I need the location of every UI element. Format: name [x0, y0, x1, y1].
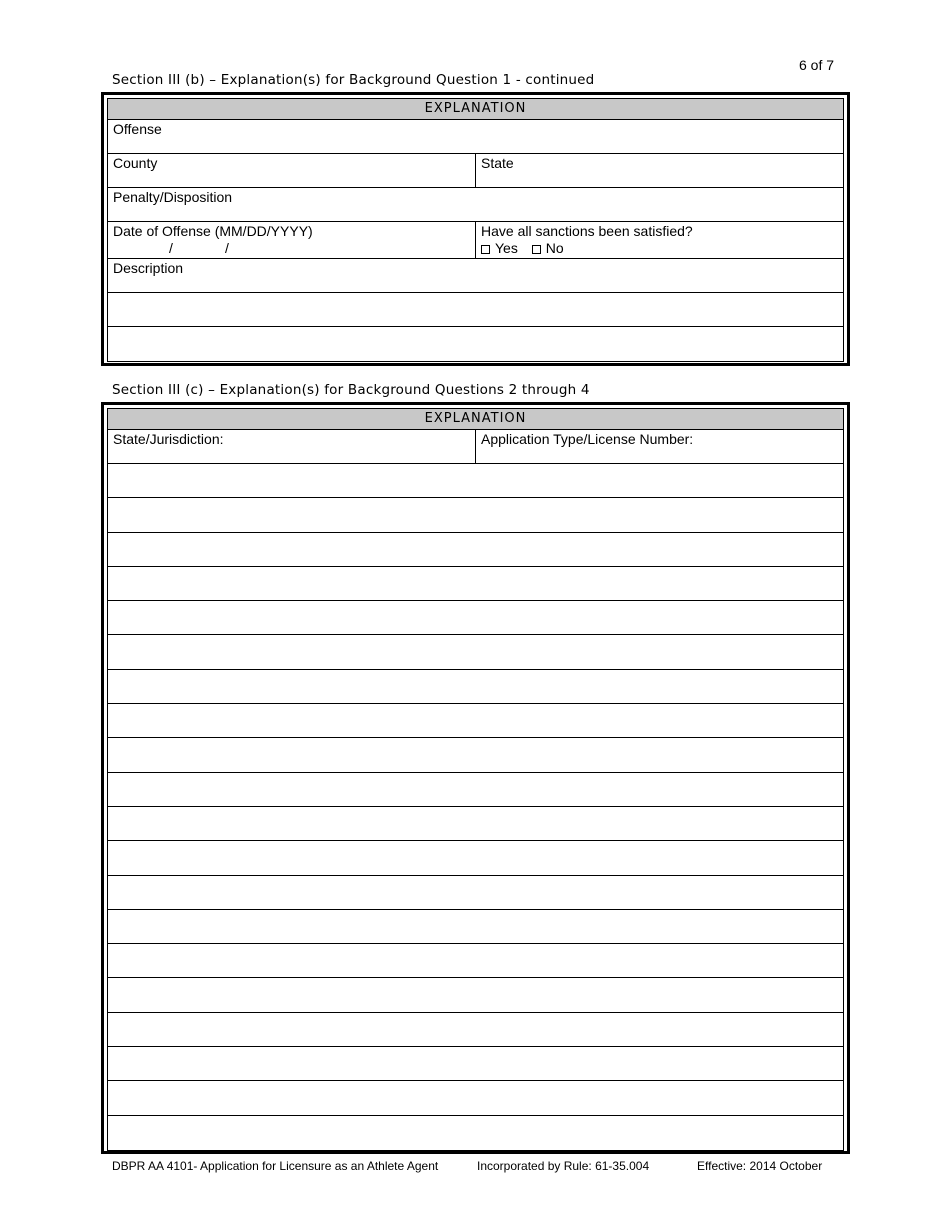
- sanctions-question: Have all sanctions been satisfied?: [481, 223, 693, 239]
- section-c-table: [107, 408, 844, 1151]
- explanation-line[interactable]: [108, 1081, 843, 1115]
- explanation-line[interactable]: [108, 498, 843, 532]
- explanation-line-input[interactable]: [108, 978, 843, 1011]
- explanation-line-input[interactable]: [108, 498, 843, 531]
- explanation-line-input[interactable]: [108, 773, 843, 806]
- section-b-frame: [101, 92, 850, 366]
- section-b-title: Section III (b) – Explanation(s) for Background Question 1 - continued: [112, 72, 595, 88]
- page-number: 6 of 7: [799, 57, 835, 73]
- explanation-line[interactable]: [108, 910, 843, 944]
- section-b-header: EXPLANATION: [108, 99, 843, 120]
- explanation-line-input[interactable]: [108, 567, 843, 600]
- explanation-line-input[interactable]: [108, 601, 843, 634]
- explanation-line[interactable]: [108, 635, 843, 669]
- description-line[interactable]: [108, 293, 843, 327]
- explanation-line[interactable]: [108, 738, 843, 772]
- explanation-line[interactable]: [108, 1116, 843, 1150]
- explanation-line[interactable]: [108, 464, 843, 498]
- explanation-line-input[interactable]: [108, 635, 843, 668]
- date-slash-2: /: [225, 240, 229, 256]
- explanation-line-input[interactable]: [108, 704, 843, 737]
- offense-row[interactable]: [108, 120, 843, 154]
- explanation-line[interactable]: [108, 807, 843, 841]
- jurisdiction-row: [108, 430, 843, 464]
- section-c-header: EXPLANATION: [108, 409, 843, 430]
- date-slashes: [113, 240, 470, 257]
- explanation-line-input[interactable]: [108, 464, 843, 497]
- no-label: No: [545, 240, 564, 256]
- description-row[interactable]: [108, 259, 843, 293]
- date-sanctions-row: [108, 222, 843, 259]
- description-field[interactable]: Description: [113, 260, 184, 276]
- description-line-input[interactable]: [108, 327, 843, 361]
- sanctions-options: [481, 240, 838, 257]
- explanation-line-input[interactable]: [108, 533, 843, 566]
- footer-form-id: DBPR AA 4101- Application for Licensure as an Athlete Agent: [112, 1159, 439, 1173]
- county-state-row: [108, 154, 843, 188]
- explanation-line[interactable]: [108, 944, 843, 978]
- section-c-title: Section III (c) – Explanation(s) for Background Questions 2 through 4: [112, 382, 590, 398]
- yes-option[interactable]: [481, 240, 518, 256]
- explanation-line-input[interactable]: [108, 944, 843, 977]
- sanctions-field: [476, 222, 843, 258]
- explanation-line-input[interactable]: [108, 1013, 843, 1046]
- state-field[interactable]: State: [481, 155, 514, 171]
- explanation-line[interactable]: [108, 773, 843, 807]
- explanation-line-input[interactable]: [108, 738, 843, 771]
- footer-rule: Incorporated by Rule: 61-35.004: [477, 1159, 650, 1173]
- explanation-line[interactable]: [108, 567, 843, 601]
- explanation-line[interactable]: [108, 978, 843, 1012]
- explanation-line[interactable]: [108, 1013, 843, 1047]
- date-slash-1: /: [169, 240, 173, 256]
- footer-effective: Effective: 2014 October: [697, 1159, 823, 1173]
- penalty-row[interactable]: [108, 188, 843, 222]
- no-checkbox[interactable]: [532, 245, 541, 254]
- explanation-line-input[interactable]: [108, 1081, 843, 1114]
- explanation-line-input[interactable]: [108, 807, 843, 840]
- section-b-table: [107, 98, 844, 362]
- explanation-line[interactable]: [108, 704, 843, 738]
- application-type-field[interactable]: Application Type/License Number:: [481, 431, 694, 447]
- explanation-line[interactable]: [108, 876, 843, 910]
- penalty-field[interactable]: Penalty/Disposition: [113, 189, 233, 205]
- explanation-line[interactable]: [108, 1047, 843, 1081]
- yes-label: Yes: [495, 240, 518, 256]
- offense-field[interactable]: Offense: [113, 121, 162, 137]
- description-line[interactable]: [108, 327, 843, 361]
- explanation-line-input[interactable]: [108, 1047, 843, 1080]
- explanation-line[interactable]: [108, 841, 843, 875]
- explanation-line-input[interactable]: [108, 670, 843, 703]
- section-c-frame: [101, 402, 850, 1154]
- description-line-input[interactable]: [108, 293, 843, 326]
- explanation-line[interactable]: [108, 670, 843, 704]
- explanation-line[interactable]: [108, 601, 843, 635]
- explanation-line-input[interactable]: [108, 876, 843, 909]
- explanation-line-input[interactable]: [108, 1116, 843, 1150]
- explanation-line-input[interactable]: [108, 841, 843, 874]
- explanation-line[interactable]: [108, 533, 843, 567]
- no-option[interactable]: [532, 240, 564, 256]
- explanation-line-input[interactable]: [108, 910, 843, 943]
- county-field[interactable]: County: [108, 154, 476, 187]
- date-of-offense-field[interactable]: [108, 222, 476, 258]
- state-jurisdiction-field[interactable]: State/Jurisdiction:: [108, 430, 476, 463]
- yes-checkbox[interactable]: [481, 245, 490, 254]
- date-label: Date of Offense (MM/DD/YYYY): [113, 223, 313, 239]
